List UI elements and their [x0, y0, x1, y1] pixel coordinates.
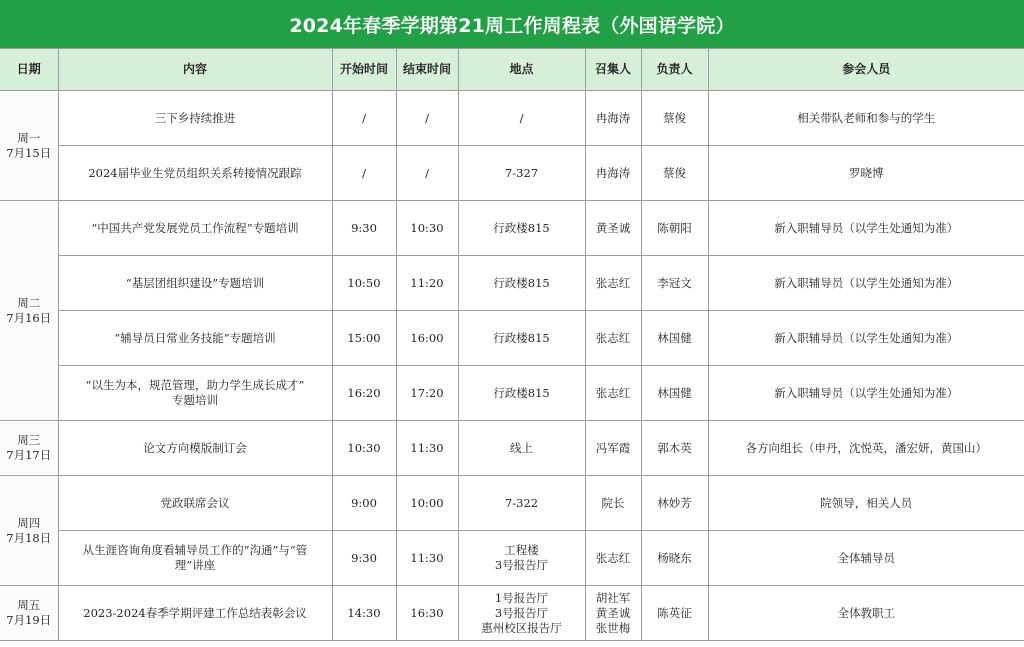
table-row	[0, 476, 1024, 531]
header-attendees: 参会人员	[708, 49, 1024, 91]
date: 7月15日	[6, 145, 52, 160]
table-row	[0, 91, 1024, 146]
content-cell: 三下乡持续推进	[58, 91, 332, 146]
header-location: 地点	[458, 49, 585, 91]
table-row	[0, 201, 1024, 256]
attendees-cell: 相关带队老师和参与的学生	[708, 91, 1024, 146]
table-row	[0, 531, 1024, 586]
location-cell: 行政楼815	[458, 366, 585, 421]
attendees-cell: 新入职辅导员（以学生处通知为准）	[708, 201, 1024, 256]
leader-cell: 林国健	[641, 311, 708, 366]
date: 7月19日	[6, 613, 52, 627]
leader-cell: 郭木英	[641, 421, 708, 476]
start-time-cell: 10:50	[332, 256, 396, 311]
attendees-cell: 各方向组长（申丹，沈悦英，潘宏妍，黄国山）	[708, 421, 1024, 476]
table-row	[0, 146, 1024, 201]
weekday: 周一	[17, 130, 41, 145]
attendees-cell: 院领导，相关人员	[708, 476, 1024, 531]
end-time-cell: 11:30	[396, 421, 458, 476]
location-cell: /	[458, 91, 585, 146]
end-time-cell: /	[396, 146, 458, 201]
date-cell	[0, 476, 58, 586]
end-time-cell: /	[396, 91, 458, 146]
table-row	[0, 256, 1024, 311]
end-time-cell: 11:20	[396, 256, 458, 311]
end-time-cell: 17:20	[396, 366, 458, 421]
start-time-cell: 10:30	[332, 421, 396, 476]
end-time-cell: 16:00	[396, 311, 458, 366]
start-time-cell: 16:20	[332, 366, 396, 421]
start-time-cell: 14:30	[332, 586, 396, 641]
start-time-cell: /	[332, 91, 396, 146]
content-cell: “基层团组织建设”专题培训	[58, 256, 332, 311]
start-time-cell: 9:30	[332, 531, 396, 586]
table-row	[0, 421, 1024, 476]
header-end-time: 结束时间	[396, 49, 458, 91]
content-cell: “辅导员日常业务技能”专题培训	[58, 311, 332, 366]
location-cell: 工程楼 3号报告厅	[458, 531, 585, 586]
convener-cell: 张志红	[585, 366, 641, 421]
table-row	[0, 366, 1024, 421]
content-cell: 党政联席会议	[58, 476, 332, 531]
attendees-cell: 全体教职工	[708, 586, 1024, 641]
header-convener: 召集人	[585, 49, 641, 91]
end-time-cell: 10:30	[396, 201, 458, 256]
table-row	[0, 311, 1024, 366]
leader-cell: 李冠文	[641, 256, 708, 311]
date: 7月18日	[6, 530, 52, 545]
header-row	[0, 49, 1024, 91]
schedule-table	[0, 48, 1024, 641]
leader-cell: 林妙芳	[641, 476, 708, 531]
location-cell: 行政楼815	[458, 201, 585, 256]
date-cell	[0, 201, 58, 421]
weekday: 周四	[17, 515, 41, 530]
date-cell	[0, 586, 58, 641]
end-time-cell: 16:30	[396, 586, 458, 641]
attendees-cell: 新入职辅导员（以学生处通知为准）	[708, 311, 1024, 366]
location-cell: 7-327	[458, 146, 585, 201]
location-cell: 线上	[458, 421, 585, 476]
convener-cell: 张志红	[585, 256, 641, 311]
content-cell: 论文方向模版制订会	[58, 421, 332, 476]
attendees-cell: 全体辅导员	[708, 531, 1024, 586]
leader-cell: 蔡俊	[641, 91, 708, 146]
leader-cell: 杨晓东	[641, 531, 708, 586]
leader-cell: 林国健	[641, 366, 708, 421]
convener-cell: 院长	[585, 476, 641, 531]
date: 7月16日	[6, 310, 52, 325]
convener-cell: 冉海涛	[585, 91, 641, 146]
table-row	[0, 586, 1024, 641]
header-date: 日期	[0, 49, 58, 91]
location-cell: 行政楼815	[458, 256, 585, 311]
convener-cell: 冯军霞	[585, 421, 641, 476]
leader-cell: 蔡俊	[641, 146, 708, 201]
header-start-time: 开始时间	[332, 49, 396, 91]
content-cell: 从生涯咨询角度看辅导员工作的“沟通”与“管 理”讲座	[58, 531, 332, 586]
date-cell	[0, 91, 58, 201]
start-time-cell: 9:30	[332, 201, 396, 256]
date: 7月17日	[6, 448, 52, 462]
weekday: 周三	[17, 433, 41, 447]
weekday: 周五	[17, 598, 41, 612]
header-content: 内容	[58, 49, 332, 91]
header-leader: 负责人	[641, 49, 708, 91]
convener-cell: 黄圣诚	[585, 201, 641, 256]
start-time-cell: 9:00	[332, 476, 396, 531]
page-title: 2024年春季学期第21周工作周程表（外国语学院）	[0, 0, 1024, 48]
date-cell	[0, 421, 58, 476]
content-cell: “以生为本，规范管理，助力学生成长成才” 专题培训	[58, 366, 332, 421]
convener-cell: 张志红	[585, 531, 641, 586]
location-cell: 行政楼815	[458, 311, 585, 366]
weekday: 周二	[17, 295, 41, 310]
location-cell: 7-322	[458, 476, 585, 531]
content-cell: 2024届毕业生党员组织关系转接情况跟踪	[58, 146, 332, 201]
attendees-cell: 新入职辅导员（以学生处通知为准）	[708, 256, 1024, 311]
convener-cell: 张志红	[585, 311, 641, 366]
convener-cell: 胡社军 黄圣诚 张世梅	[585, 586, 641, 641]
start-time-cell: 15:00	[332, 311, 396, 366]
location-cell: 1号报告厅 3号报告厅 惠州校区报告厅	[458, 586, 585, 641]
end-time-cell: 10:00	[396, 476, 458, 531]
attendees-cell: 罗晓博	[708, 146, 1024, 201]
leader-cell: 陈英征	[641, 586, 708, 641]
start-time-cell: /	[332, 146, 396, 201]
leader-cell: 陈朝阳	[641, 201, 708, 256]
attendees-cell: 新入职辅导员（以学生处通知为准）	[708, 366, 1024, 421]
convener-cell: 冉海涛	[585, 146, 641, 201]
end-time-cell: 11:30	[396, 531, 458, 586]
content-cell: “中国共产党发展党员工作流程”专题培训	[58, 201, 332, 256]
content-cell: 2023-2024春季学期评建工作总结表彰会议	[58, 586, 332, 641]
